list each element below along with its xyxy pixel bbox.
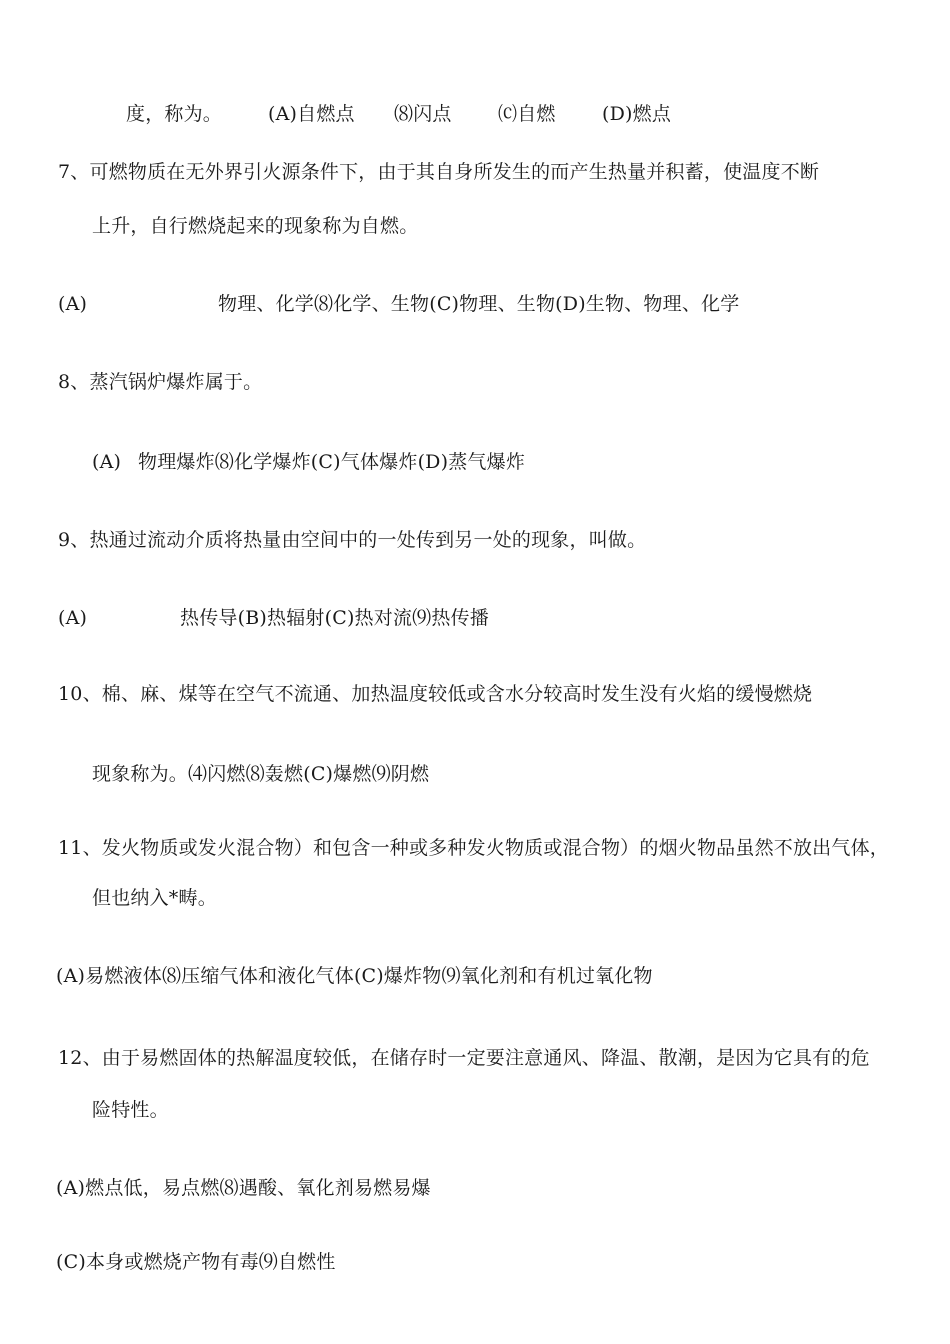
q6-option-c: ⒞自燃 xyxy=(498,103,556,125)
question-8: 8、蒸汽锅炉爆炸属于。 xyxy=(58,371,263,393)
q8-option-label: (A) xyxy=(92,451,122,473)
question-11-line-2: 但也纳入*畴。 xyxy=(92,887,217,909)
question-6-stem-end: 度，称为。 xyxy=(126,103,223,125)
question-7-line-1: 7、可燃物质在无外界引火源条件下，由于其自身所发生的而产生热量并积蓄，使温度不断 xyxy=(58,161,820,183)
question-11-options: (A)易燃液体⑻压缩气体和液化气体(C)爆炸物⑼氧化剂和有机过氧化物 xyxy=(56,965,653,987)
question-11-line-1: 11、发火物质或发火混合物）和包含一种或多种发火物质或混合物）的烟火物品虽然不放出气体， xyxy=(58,837,889,859)
q6-option-d: (D)燃点 xyxy=(602,103,672,125)
question-12-line-1: 12、由于易燃固体的热解温度较低，在储存时一定要注意通风、降温、散潮，是因为它具有的危 xyxy=(58,1047,870,1069)
question-9: 9、热通过流动介质将热量由空间中的一处传到另一处的现象，叫做。 xyxy=(58,529,647,551)
q8-options-text: 物理爆炸⑻化学爆炸(C)气体爆炸(D)蒸气爆炸 xyxy=(138,451,526,473)
question-7-options xyxy=(58,292,740,316)
question-9-options xyxy=(58,606,489,630)
question-12-options-1: (A)燃点低，易点燃⑻遇酸、氧化剂易燃易爆 xyxy=(56,1177,431,1199)
question-12-line-2: 险特性。 xyxy=(92,1099,169,1121)
question-10-line-1: 10、棉、麻、煤等在空气不流通、加热温度较低或含水分较高时发生没有火焰的缓慢燃烧 xyxy=(58,683,813,705)
q7-option-label: (A) xyxy=(58,293,88,315)
q9-option-label: (A) xyxy=(58,607,88,629)
q6-option-a: (A)自燃点 xyxy=(268,103,355,125)
q9-options-text: 热传导(B)热辐射(C)热对流⑼热传播 xyxy=(180,607,489,629)
question-7-line-2: 上升，自行燃烧起来的现象称为自燃。 xyxy=(92,215,419,237)
q7-options-text: 物理、化学⑻化学、生物(C)物理、生物(D)生物、物理、化学 xyxy=(218,293,740,315)
question-6-continuation xyxy=(126,102,672,126)
q6-option-b: ⑻闪点 xyxy=(394,103,452,125)
question-10-line-2: 现象称为。⑷闪燃⑻轰燃(C)爆燃⑼阴燃 xyxy=(92,763,430,785)
question-12-options-2: (C)本身或燃烧产物有毒⑼自燃性 xyxy=(56,1251,336,1273)
question-8-options xyxy=(92,450,526,474)
